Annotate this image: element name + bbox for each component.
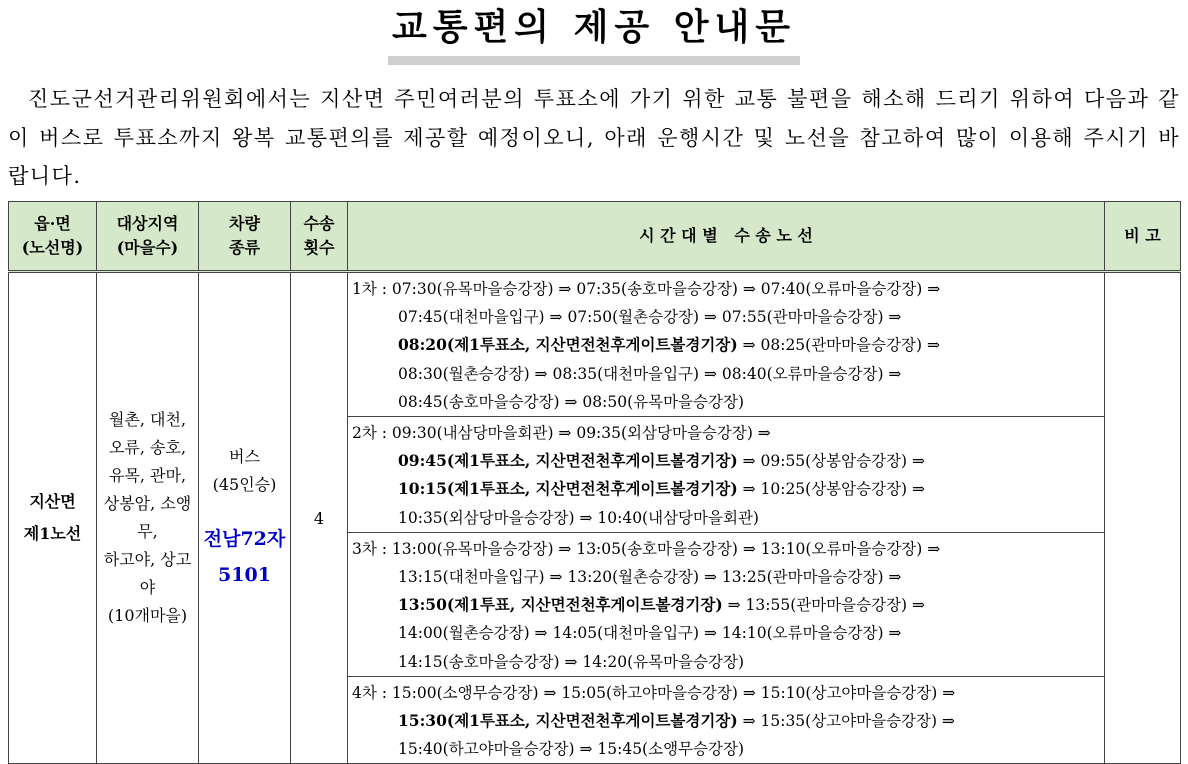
header-vehicle-line1: 차량	[229, 214, 260, 233]
polling-station-stop: 08:20(제1투표소, 지산면전천후게이트볼경기장)	[398, 335, 738, 355]
header-count	[291, 202, 348, 272]
trip-label: 2차 :	[352, 424, 392, 443]
note-cell	[1105, 272, 1181, 764]
route-stops: ⇒ 08:25(관마마을승강장) ⇒	[737, 336, 940, 355]
route-cell	[348, 272, 1105, 764]
route-stops: 13:00(유목마을승강장) ⇒ 13:05(송호마을승강장) ⇒ 13:10(오류마을승강장) ⇒	[391, 539, 941, 558]
village-line: 상봉암, 소앵무,	[103, 494, 192, 542]
title-area	[0, 0, 1188, 68]
route-line	[352, 360, 1100, 388]
route-stops: 07:45(대천마을입구) ⇒ 07:50(월촌승강장) ⇒ 07:55(관마마을승강장) ⇒	[398, 308, 902, 327]
route-stops: 15:40(하고야마을승강장) ⇒ 15:45(소앵무승강장)	[398, 740, 744, 759]
trip-block	[348, 273, 1104, 417]
plate-number-line1: 전남72자	[203, 528, 286, 551]
route-line	[352, 679, 1100, 707]
route-stops: ⇒ 13:55(관마마을승강장) ⇒	[722, 596, 926, 615]
route-line	[352, 619, 1100, 647]
polling-station-stop: 09:45(제1투표소, 지산면전천후게이트볼경기장)	[398, 451, 738, 471]
route-stops: 09:30(내삼당마을회관) ⇒ 09:35(외삼당마을승강장) ⇒	[391, 424, 771, 443]
header-vehicle	[199, 202, 291, 272]
header-count-line2: 횟수	[303, 238, 335, 257]
header-target-line2: (마을수)	[116, 238, 179, 257]
trip-label: 3차 :	[352, 539, 392, 558]
village-line: 하고야, 상고야	[103, 550, 192, 598]
route-stops: 15:00(소앵무승강장) ⇒ 15:05(하고야마을승강장) ⇒ 15:10(상고야마을승강장) ⇒	[391, 683, 956, 702]
header-region-line2: (노선명)	[21, 238, 84, 257]
header-count-line1: 수송	[303, 214, 335, 233]
header-target-line1: 대상지역	[116, 214, 179, 233]
villages-cell	[97, 272, 199, 764]
route-stops: 08:30(월촌승강장) ⇒ 08:35(대천마을입구) ⇒ 08:40(오류마을승강장) ⇒	[398, 364, 902, 383]
trip-label: 1차 :	[352, 280, 392, 298]
route-line	[352, 275, 1100, 303]
village-line: 월촌, 대천,	[108, 410, 187, 430]
polling-station-stop: 13:50(제1투표, 지산면전천후게이트볼경기장)	[398, 595, 723, 615]
intro-paragraph	[8, 80, 1180, 196]
vehicle-cell	[199, 272, 291, 764]
village-line: (10개마을)	[107, 606, 188, 626]
header-route: 시 간 대 별 수 송 노 선	[348, 202, 1105, 272]
table-row	[9, 272, 1181, 764]
village-line: 오류, 송호,	[108, 438, 187, 458]
route-stops: ⇒ 09:55(상봉암승강장) ⇒	[737, 452, 926, 471]
route-line	[352, 735, 1100, 763]
table-header-row	[9, 202, 1181, 272]
route-line	[352, 419, 1100, 447]
route-line	[352, 331, 1100, 359]
vehicle-type: 버스	[229, 447, 260, 467]
page-title: 교통편의 제공 안내문	[388, 6, 800, 65]
header-region	[9, 202, 97, 272]
trip-label: 4차 :	[352, 683, 392, 702]
plate-number-line2: 5101	[218, 564, 271, 587]
trip-block	[348, 417, 1104, 533]
route-line	[352, 475, 1100, 503]
route-name: 제1노선	[23, 524, 82, 544]
polling-station-stop: 15:30(제1투표소, 지산면전천후게이트볼경기장)	[398, 711, 738, 731]
region-cell	[9, 272, 97, 764]
vehicle-capacity: (45인승)	[212, 475, 277, 495]
route-stops: 13:15(대천마을입구) ⇒ 13:20(월촌승강장) ⇒ 13:25(관마마을승강장) ⇒	[398, 568, 902, 587]
polling-station-stop: 10:15(제1투표소, 지산면전천후게이트볼경기장)	[398, 479, 738, 499]
route-stops: 07:30(유목마을승강장) ⇒ 07:35(송호마을승강장) ⇒ 07:40(오류마을승강장) ⇒	[391, 280, 941, 298]
route-stops: 08:45(송호마을승강장) ⇒ 08:50(유목마을승강장)	[398, 392, 744, 411]
route-stops: 14:00(월촌승강장) ⇒ 14:05(대천마을입구) ⇒ 14:10(오류마을승강장) ⇒	[398, 624, 902, 643]
count-cell: 4	[291, 272, 348, 764]
route-line	[352, 648, 1100, 676]
route-stops: ⇒ 15:35(상고야마을승강장) ⇒	[737, 712, 955, 731]
intro-text: 진도군선거관리위원회에서는 지산면 주민여러분의 투표소에 가기 위한 교통 불편을 해소해 드리기 위하여 다음과 같이 버스로 투표소까지 왕복 교통편의를 제공할 예정이오니, 아래 운행시간 및 노선을 참고하여 많이 이용해 주시기 바랍니다.	[8, 87, 1180, 188]
village-line: 유목, 관마,	[108, 466, 187, 486]
route-line	[352, 504, 1100, 532]
route-line	[352, 303, 1100, 331]
route-stops: 14:15(송호마을승강장) ⇒ 14:20(유목마을승강장)	[398, 652, 744, 671]
route-stops: 10:35(외삼당마을승강장) ⇒ 10:40(내삼당마을회관)	[398, 508, 759, 527]
route-line	[352, 707, 1100, 735]
route-line	[352, 447, 1100, 475]
trip-block	[348, 533, 1104, 677]
header-region-line1: 읍·면	[34, 214, 71, 233]
route-line	[352, 388, 1100, 416]
header-vehicle-line2: 종류	[229, 238, 260, 257]
schedule-table	[8, 201, 1181, 764]
route-line	[352, 591, 1100, 619]
region-name: 지산면	[29, 492, 76, 512]
header-target-area	[97, 202, 199, 272]
route-line	[352, 563, 1100, 591]
route-stops: ⇒ 10:25(상봉암승강장) ⇒	[737, 480, 926, 499]
route-line	[352, 535, 1100, 563]
trip-block	[348, 677, 1104, 764]
header-note: 비 고	[1105, 202, 1181, 272]
